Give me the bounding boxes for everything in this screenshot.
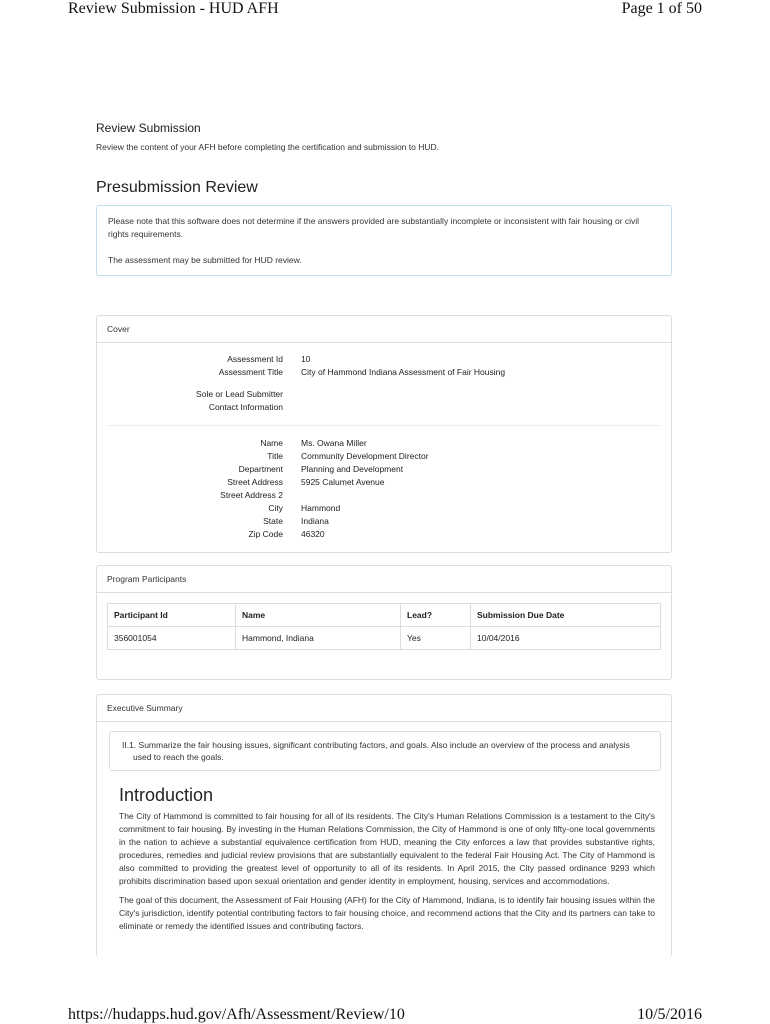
contact-zip-label: Zip Code: [248, 529, 283, 539]
question-box: [109, 731, 661, 771]
participants-heading: Program Participants: [97, 566, 671, 593]
contact-street-row: [97, 476, 671, 489]
assessment-title-label: Assessment Title: [218, 367, 283, 377]
column-header: Lead?: [401, 604, 471, 627]
presubmission-alert: [96, 205, 672, 276]
presubmission-title: Presubmission Review: [96, 179, 258, 196]
cover-heading: Cover: [97, 316, 671, 343]
contact-street-value: 5925 Calumet Avenue: [301, 477, 385, 487]
participants-panel: [96, 565, 672, 680]
participant-name-cell: Hammond, Indiana: [236, 627, 401, 650]
question-text: II.1. Summarize the fair housing issues, significant contributing factors, and goals. Also include an overview of the process and analysis used to reach the goals.: [122, 740, 630, 762]
contact-street-label: Street Address: [227, 477, 283, 487]
submitter-label-2: Contact Information: [208, 402, 283, 412]
contact-name-value: Ms. Owana Miller: [301, 438, 367, 448]
participants-table: [107, 603, 661, 650]
assessment-id-value: 10: [301, 354, 311, 364]
executive-summary-panel: [96, 694, 672, 957]
print-header-title: Review Submission - HUD AFH: [68, 0, 279, 17]
submitter-label-row-2: [97, 401, 671, 414]
column-header: Submission Due Date: [471, 604, 661, 627]
submitter-label-row-1: [97, 388, 671, 401]
alert-line-1: Please note that this software does not determine if the answers provided are substantially incomplete or inconsistent with fair housing or civil rights requirements.: [108, 216, 640, 239]
contact-city-row: [97, 502, 671, 515]
contact-name-label: Name: [260, 438, 283, 448]
contact-zip-value: 46320: [301, 529, 325, 539]
print-footer-date: 10/5/2016: [637, 1006, 702, 1023]
cover-divider: [107, 425, 661, 426]
introduction-body: [119, 810, 655, 939]
column-header: Participant Id: [108, 604, 236, 627]
contact-street2-row: [97, 489, 671, 502]
contact-state-row: [97, 515, 671, 528]
review-submission-description: Review the content of your AFH before completing the certification and submission to HUD.: [96, 142, 440, 152]
participant-due-date-cell: 10/04/2016: [471, 627, 661, 650]
table-row: [108, 627, 661, 650]
assessment-id-label: Assessment Id: [227, 354, 283, 364]
assessment-title-row: [97, 366, 671, 379]
contact-city-label: City: [268, 503, 283, 513]
contact-title-label: Title: [267, 451, 283, 461]
contact-name-row: [97, 437, 671, 450]
contact-street2-label: Street Address 2: [220, 490, 283, 500]
column-header: Name: [236, 604, 401, 627]
assessment-title-value: City of Hammond Indiana Assessment of Fair Housing: [301, 367, 506, 377]
participant-lead-cell: Yes: [401, 627, 471, 650]
contact-title-value: Community Development Director: [301, 451, 429, 461]
participant-id-cell: 356001054: [108, 627, 236, 650]
introduction-title: Introduction: [119, 785, 214, 805]
introduction-paragraph-1: The City of Hammond is committed to fair housing for all of its residents. The City's Human Relations Commission is a testament to the City's commitment to fair housing. By investing in the Human Relations Commission, the City of Hammond is one of only fifty-one local governments in the nation to achieve a substantial equivalence certification from HUD, meaning the City enforces a law that provides substantive rights, procedures, remedies and judicial review provisions that are substantially equivalent to the federal Fair Housing Act. The City of Hammond is also committed to providing the greatest level of opportunity to all of its residents. In April 2015, the City passed ordinance 9293 which prohibits discrimination based upon sexual orientation and gender identity in employment, housing, services and accommodations.: [119, 811, 655, 886]
print-footer: [68, 1006, 702, 1024]
contact-title-row: [97, 450, 671, 463]
introduction-paragraph-2: The goal of this document, the Assessment of Fair Housing (AFH) for the City of Hammond, Indiana, is to identify fair housing issues within the City's jurisdiction, identify potential contributing factors to fair housing choice, and recommend actions that the City and its partners can take to eliminate or remedy the identified issues and contributing factors.: [119, 895, 655, 931]
contact-city-value: Hammond: [301, 503, 341, 513]
contact-state-value: Indiana: [301, 516, 329, 526]
print-footer-url: https://hudapps.hud.gov/Afh/Assessment/Review/10: [68, 1006, 405, 1023]
assessment-id-row: [97, 353, 671, 366]
cover-panel: [96, 315, 672, 553]
print-header-page: Page 1 of 50: [621, 0, 702, 17]
contact-department-value: Planning and Development: [301, 464, 404, 474]
contact-department-label: Department: [238, 464, 283, 474]
submitter-label-1: Sole or Lead Submitter: [196, 389, 283, 399]
alert-line-2: The assessment may be submitted for HUD review.: [108, 255, 302, 265]
review-submission-title: Review Submission: [96, 121, 201, 135]
contact-department-row: [97, 463, 671, 476]
table-header-row: [108, 604, 661, 627]
contact-zip-row: [97, 528, 671, 541]
print-header: [68, 0, 702, 18]
contact-state-label: State: [263, 516, 283, 526]
executive-summary-heading: Executive Summary: [97, 695, 671, 722]
